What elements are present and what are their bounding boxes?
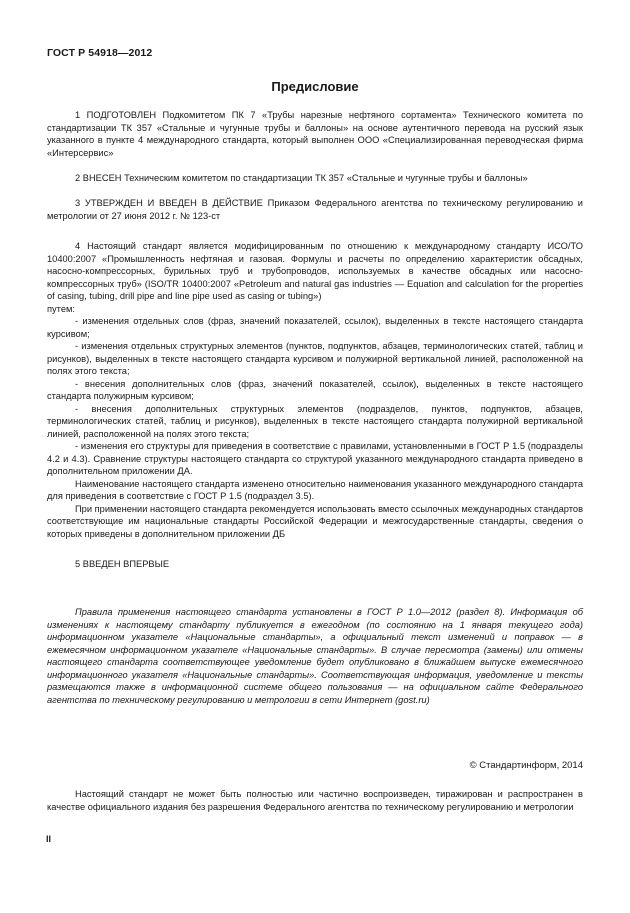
item-1-text: 1 ПОДГОТОВЛЕН Подкомитетом ПК 7 «Трубы нарезные нефтяного сортамента» Технического комитета по стандартизации ТК 357 «Стальные и чугунные трубы и баллоны» на основе аутентичного перевода на русский язык указанного в пункте 4 международного стандарта, который выполнен ООО «Специализированная переводческая фирма «Интерсервис» xyxy=(47,110,583,158)
item-4-intro: 4 Настоящий стандарт является модифицированным по отношению к международному стандарту ИСО/ТО 10400:2007 «Промышленность нефтяная и газовая. Формулы и расчеты по определению характеристик обсадных, насосно-компрессорных, бурильных труб и трубопроводов, используемых в качестве обсадных или насосно-компрессорных труб» (ISO/TR 10400:2007 «Petroleum and natural gas industries — Equation and calculation for the properties of casing, tubing, drill pipe and line pipe used as casing or tubing») xyxy=(47,241,583,301)
section-3 xyxy=(47,197,583,222)
item-2-text: 2 ВНЕСЕН Техническим комитетом по стандартизации ТК 357 «Стальные и чугунные трубы и баллоны» xyxy=(75,173,528,183)
rules-notice-block xyxy=(47,606,583,706)
page-title: Предисловие xyxy=(271,79,359,94)
bullet-3: - внесения дополнительных слов (фраз, значений показателей, ссылок), выделенных в тексте настоящего стандарта полужирным курсивом; xyxy=(47,378,583,401)
section-5 xyxy=(47,558,583,571)
bullet-5: - изменения его структуры для приведения в соответствие с правилами, установленными в ГОСТ Р 1.5 (подразделы 4.2 и 4.3). Сравнение структуры настоящего стандарта со структурой указанного международного стандарта приведено в дополнительном приложении ДА. xyxy=(47,441,583,476)
page-number: II xyxy=(46,834,52,844)
copyright: © Стандартинформ, 2014 xyxy=(469,760,583,771)
bullet-1: - изменения отдельных слов (фраз, значений показателей, ссылок), выделенных в тексте настоящего стандарта курсивом; xyxy=(47,316,583,339)
reproduction-notice: Настоящий стандарт не может быть полностью или частично воспроизведен, тиражирован и распространен в качестве официального издания без разрешения Федерального агентства по техническому регулированию и метрологии xyxy=(47,789,583,812)
bullet-2: - изменения отдельных структурных элементов (пунктов, подпунктов, абзацев, терминологических статей, таблиц и рисунков), выделенных в тексте настоящего стандарта курсивом и полужирной вертикальной линией, расположенной на полях этого текста; xyxy=(47,341,583,376)
item-3-text: 3 УТВЕРЖДЕН И ВВЕДЕН В ДЕЙСТВИЕ Приказом Федерального агентства по техническому регулированию и метрологии от 27 июня 2012 г. № 123-ст xyxy=(47,198,583,221)
section-4 xyxy=(47,240,583,540)
standard-code-header: ГОСТ Р 54918—2012 xyxy=(47,47,153,59)
name-change-text: Наименование настоящего стандарта изменено относительно наименования указанного международного стандарта для приведения в соответствие с ГОСТ Р 1.5 (подраздел 3.5). xyxy=(47,478,583,501)
rules-notice-text: Правила применения настоящего стандарта установлены в ГОСТ Р 1.0—2012 (раздел 8). Информация об изменениях к настоящему стандарту публикуется в ежегодном (по состоянию на 1 января текущего года) информационном указателе «Национальные стандарты», а официальный текст изменений и поправок — в ежемесячном информационном указателе «Национальные стандарты». В случае пересмотра (замены) или отмены настоящего стандарта соответствующее уведомление будет опубликовано в ближайшем выпуске ежемесячного информационного указателя «Национальные стандарты». Соответствующая информация, уведомление и тексты размещаются также в информационной системе общего пользования — на официальном сайте Федерального агентства по техническому регулированию и метрологии в сети Интернет (gost.ru) xyxy=(47,607,583,705)
references-text: При применении настоящего стандарта рекомендуется использовать вместо ссылочных международных стандартов соответствующие им национальные стандарты Российской Федерации и межгосударственные стандарты, сведения о которых приведены в дополнительном приложении ДБ xyxy=(47,503,584,539)
bullet-4: - внесения дополнительных структурных элементов (подразделов, пунктов, подпунктов, абзацев, терминологических статей, таблиц и рисунков), выделенных в тексте настоящего стандарта полужирной вертикальной линией, расположенной на полях этого текста; xyxy=(47,403,583,439)
item-4-path: путем: xyxy=(47,303,75,314)
section-2 xyxy=(47,172,583,185)
reproduction-block xyxy=(47,788,583,813)
item-5-text: 5 ВВЕДЕН ВПЕРВЫЕ xyxy=(75,559,170,569)
section-1 xyxy=(47,109,583,159)
